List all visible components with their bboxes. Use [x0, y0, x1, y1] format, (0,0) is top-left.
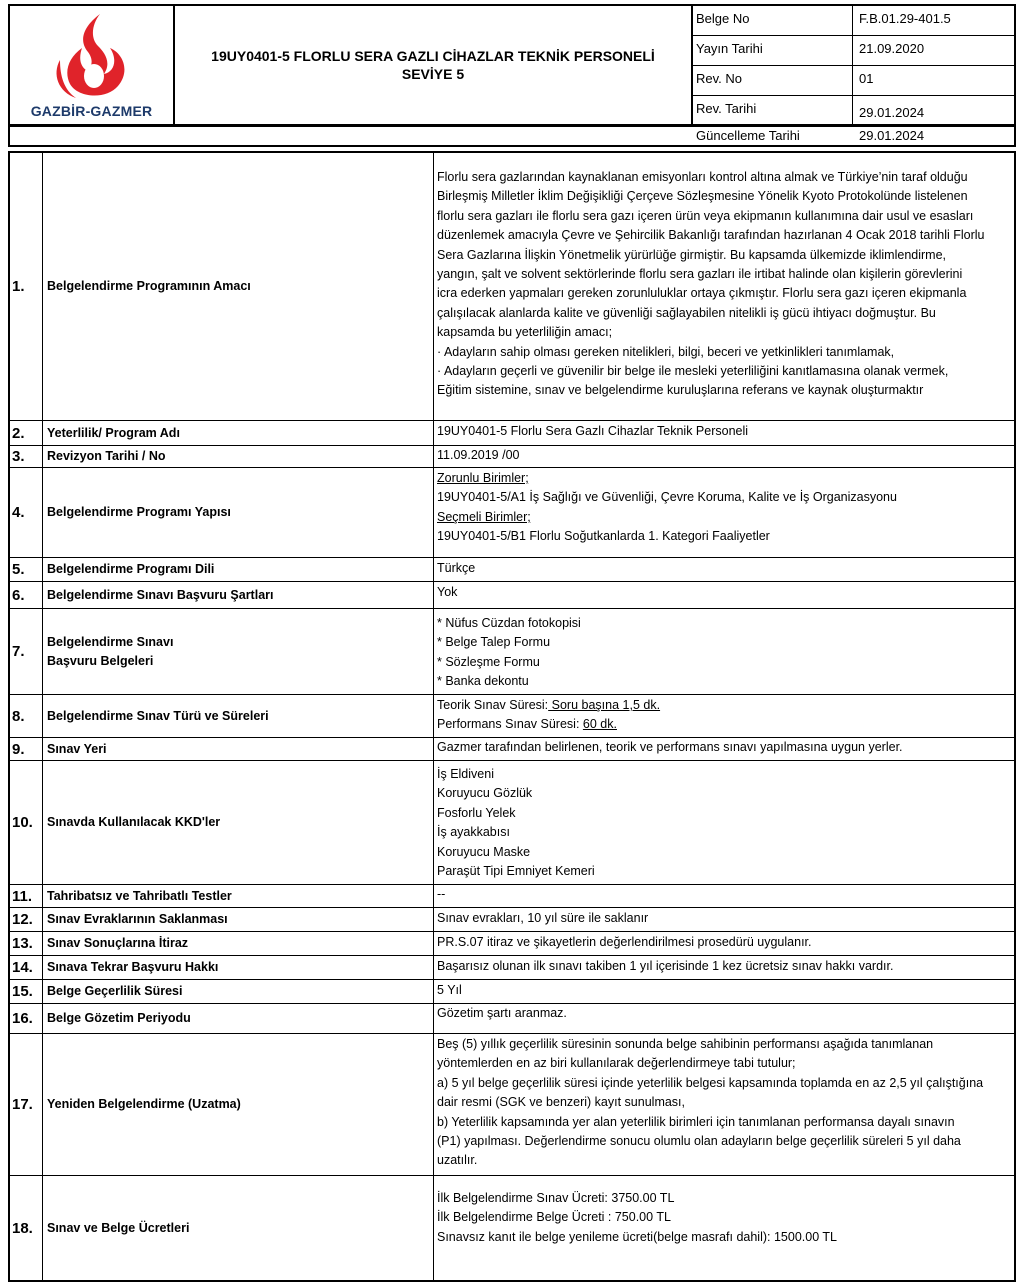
label-line: Belgelendirme Sınavı	[47, 634, 174, 649]
update-row	[693, 127, 1014, 145]
text-line: Gözetim şartı aranmaz.	[437, 1006, 567, 1020]
text-line: İş Eldiveni	[437, 767, 494, 781]
row-label: Sınavda Kullanılacak KKD'ler	[43, 761, 434, 884]
table-row	[10, 558, 1014, 582]
table-row	[10, 932, 1014, 956]
text-line: Fosforlu Yelek	[437, 805, 516, 820]
meta-value: F.B.01.29-401.5	[859, 11, 951, 26]
row-label: Belge Geçerlilik Süresi	[43, 980, 434, 1003]
text-line: icra ederken yapmaları gereken zorunluluklar ortaya çıkmıştır. Florlu sera gazı içeren ekipmanla	[437, 286, 967, 301]
table-row	[10, 1004, 1014, 1034]
program-table	[8, 151, 1016, 1282]
table-row	[10, 956, 1014, 980]
theory-duration	[437, 696, 1008, 715]
row-label: Belgelendirme Programının Amacı	[43, 153, 434, 420]
elective-units-heading: Seçmeli Birimler;	[437, 509, 531, 524]
row-number: 5.	[10, 558, 43, 581]
row-label: Belgelendirme Programı Yapısı	[43, 468, 434, 557]
row-value	[434, 153, 1014, 403]
text-line: Yok	[437, 585, 458, 599]
row-label: Sınav ve Belge Ücretleri	[43, 1176, 434, 1280]
row-label: Yeniden Belgelendirme (Uzatma)	[43, 1034, 434, 1175]
meta-value: 21.09.2020	[859, 41, 925, 56]
row-value	[434, 421, 1014, 443]
table-row	[10, 738, 1014, 761]
text-line: --	[437, 887, 446, 901]
row-value	[434, 468, 1014, 549]
title-line-1: 19UY0401-5 FLORLU SERA GAZLI CİHAZLAR TEKNİK PERSONELİ	[211, 48, 655, 64]
logo	[10, 6, 175, 124]
row-number: 17.	[10, 1034, 43, 1175]
row-value	[434, 761, 1014, 883]
row-label: Belgelendirme Sınavı Başvuru Şartları	[43, 582, 434, 608]
meta-value: 29.01.2024	[859, 105, 925, 120]
row-number: 9.	[10, 738, 43, 760]
logo-text: GAZBİR-GAZMER	[30, 103, 153, 119]
row-label: Sınava Tekrar Başvuru Hakkı	[43, 956, 434, 979]
text-part: Soru başına 1,5 dk.	[548, 698, 661, 712]
text-line: 5 Yıl	[437, 983, 462, 997]
text-line: Eğitim sistemine, sınav ve belgelendirme kuruluşlarına referans ve kaynak oluşturmaktır	[437, 383, 924, 398]
text-line: dair resmi (SGK ve benzeri) kayıt sunulması,	[437, 1095, 685, 1110]
text-line: · Adayların geçerli ve güvenilir bir belge ile mesleki yeterliliğini kanıtlamasına olanak vermek,	[437, 364, 949, 379]
row-value	[434, 932, 1014, 954]
table-row	[10, 980, 1014, 1004]
row-number: 1.	[10, 153, 43, 420]
table-row	[10, 421, 1014, 446]
text-line: 19UY0401-5/A1 İş Sağlığı ve Güvenliği, Çevre Koruma, Kalite ve İş Organizasyonu	[437, 490, 897, 505]
text-line: uzatılır.	[437, 1153, 478, 1168]
meta-key: Belge No	[696, 11, 750, 26]
table-row	[10, 761, 1014, 885]
meta-key: Yayın Tarihi	[696, 41, 763, 56]
mandatory-units-heading: Zorunlu Birimler;	[437, 471, 529, 485]
document-header	[8, 4, 1016, 147]
row-label: Sınav Sonuçlarına İtiraz	[43, 932, 434, 955]
table-row	[10, 582, 1014, 609]
text-line: yöntemlerden en az biri kullanılarak değerlendirmeye tabi tutulur;	[437, 1056, 796, 1071]
row-label: Belge Gözetim Periyodu	[43, 1004, 434, 1033]
row-number: 12.	[10, 908, 43, 931]
text-part: Performans Sınav Süresi:	[437, 717, 583, 732]
text-line: Koruyucu Gözlük	[437, 786, 533, 801]
performance-duration	[437, 715, 1008, 734]
text-line: Florlu sera gazlarından kaynaklanan emisyonları kontrol altına almak ve Türkiye’nin taraf olduğu	[437, 170, 968, 184]
text-line: İlk Belgelendirme Sınav Ücreti: 3750.00 TL	[437, 1191, 675, 1205]
text-line: Başarısız olunan ilk sınavı takiben 1 yıl içerisinde 1 kez ücretsiz sınav hakkı vardır.	[437, 959, 894, 973]
row-value	[434, 980, 1014, 1002]
text-line: yangın, şalt ve solvent sektörlerinde florlu sera gazları ile irtibat halinde olan kişilerin görevlerini	[437, 267, 963, 282]
row-label: Yeterlilik/ Program Adı	[43, 421, 434, 445]
text-line: Birleşmiş Milletler İklim Değişikliği Çerçeve Sözleşmesine Yönelik Kyoto Protokolünde listelenen	[437, 189, 968, 204]
row-value	[434, 1176, 1014, 1249]
text-line: Paraşüt Tipi Emniyet Kemeri	[437, 864, 595, 879]
text-line: a) 5 yıl belge geçerlilik süresi içinde yeterlilik belgesi kapsamında toplamda en az 2,5 yıl çalıştığına	[437, 1075, 984, 1090]
row-number: 2.	[10, 421, 43, 445]
table-row	[10, 446, 1014, 468]
table-row	[10, 153, 1014, 421]
update-key: Güncelleme Tarihi	[696, 128, 800, 143]
text-line: İş ayakkabısı	[437, 825, 510, 840]
meta-row-rev-no	[693, 66, 1014, 96]
meta-key: Rev. Tarihi	[696, 101, 757, 116]
row-label: Sınav Evraklarının Saklanması	[43, 908, 434, 931]
row-value	[434, 738, 1014, 759]
row-number: 13.	[10, 932, 43, 955]
row-number: 10.	[10, 761, 43, 884]
flame-logo-icon	[48, 12, 138, 100]
row-label: Tahribatsız ve Tahribatlı Testler	[43, 885, 434, 907]
row-number: 18.	[10, 1176, 43, 1280]
row-label: Belgelendirme Programı Dili	[43, 558, 434, 581]
row-value	[434, 695, 1014, 737]
row-label	[43, 609, 434, 694]
table-row	[10, 885, 1014, 908]
text-line: · Adayların sahip olması gereken nitelikleri, bilgi, beceri ve yetkinlikleri tanımlamak,	[437, 344, 895, 359]
row-value	[434, 558, 1014, 580]
text-line: * Sözleşme Formu	[437, 654, 540, 669]
row-number: 16.	[10, 1004, 43, 1033]
meta-key: Rev. No	[696, 71, 742, 86]
row-value	[434, 908, 1014, 930]
title-line-2: SEVİYE 5	[401, 66, 465, 82]
row-number: 6.	[10, 582, 43, 608]
row-number: 4.	[10, 468, 43, 557]
document-title	[175, 6, 693, 124]
label-line: Başvuru Belgeleri	[47, 653, 154, 668]
text-part: 60 dk.	[582, 717, 617, 732]
row-number: 8.	[10, 695, 43, 737]
text-line: kapsamda bu yeterliliğin amacı;	[437, 325, 613, 340]
text-line: * Belge Talep Formu	[437, 635, 551, 650]
text-line: Sınav evrakları, 10 yıl süre ile saklanır	[437, 911, 649, 925]
row-label: Revizyon Tarihi / No	[43, 446, 434, 467]
meta-row-belge-no	[693, 6, 1014, 36]
text-line: 11.09.2019 /00	[437, 448, 520, 462]
text-line: Türkçe	[437, 561, 476, 575]
meta-value: 01	[859, 71, 874, 86]
meta-row-rev-tarihi	[693, 96, 1014, 124]
row-value	[434, 1034, 1014, 1173]
text-line: çalışılacak alanlarda kalite ve güvenliği sağlayabilen nitelikli iş gücü ihtiyacı doğmuştur. Bu	[437, 305, 936, 320]
text-line: 19UY0401-5/B1 Florlu Soğutkanlarda 1. Kategori Faaliyetler	[437, 529, 770, 544]
update-value: 29.01.2024	[859, 128, 925, 143]
row-number: 15.	[10, 980, 43, 1003]
row-number: 14.	[10, 956, 43, 979]
text-line: Sera Gazlarına İlişkin Yönetmelik yürürlüğe girmiştir. Bu kapsamda ülkemizde iklimlendirme,	[437, 247, 946, 262]
text-line: düzenlemek amacıyla Çevre ve Şehircilik Bakanlığı tarafından hazırlanan 4 Ocak 2018 tarihli Florlu	[437, 228, 985, 243]
row-value	[434, 1004, 1014, 1025]
text-line: Gazmer tarafından belirlenen, teorik ve performans sınavı yapılmasına uygun yerler.	[437, 740, 903, 754]
table-row	[10, 1176, 1014, 1280]
row-value	[434, 582, 1014, 604]
row-number: 3.	[10, 446, 43, 467]
table-row	[10, 695, 1014, 738]
table-row	[10, 468, 1014, 558]
row-number: 7.	[10, 609, 43, 694]
text-part: Teorik Sınav Süresi:	[437, 698, 549, 712]
row-label: Belgelendirme Sınav Türü ve Süreleri	[43, 695, 434, 737]
row-value	[434, 885, 1014, 906]
text-line: Koruyucu Maske	[437, 844, 531, 859]
text-line: b) Yeterlilik kapsamında yer alan yeterlilik birimleri için tanımlanan performansa dayalı sınavın	[437, 1114, 955, 1129]
row-value	[434, 446, 1014, 467]
row-label: Sınav Yeri	[43, 738, 434, 760]
text-line: PR.S.07 itiraz ve şikayetlerin değerlendirilmesi prosedürü uygulanır.	[437, 935, 812, 949]
text-line: İlk Belgelendirme Belge Ücreti : 750.00 TL	[437, 1210, 671, 1225]
text-line: Beş (5) yıllık geçerlilik süresinin sonunda belge sahibinin performansı aşağıda tanımlanan	[437, 1037, 934, 1051]
row-value	[434, 609, 1014, 694]
row-number: 11.	[10, 885, 43, 907]
table-row	[10, 609, 1014, 695]
document-sheet	[8, 4, 1016, 1244]
meta-row-yayin-tarihi	[693, 36, 1014, 66]
text-line: * Banka dekontu	[437, 674, 529, 689]
text-line: (P1) yapılması. Değerlendirme sonucu olumlu olan adayların belge geçerlilik süreleri 5 yıl daha	[437, 1134, 961, 1149]
text-line: florlu sera gazları ile florlu sera gazı içeren ürün veya ekipmanın kullanımına dair usul ve esasları	[437, 208, 974, 223]
text-line: Sınavsız kanıt ile belge yenileme ücreti(belge masrafı dahil): 1500.00 TL	[437, 1229, 837, 1244]
text-line: 19UY0401-5 Florlu Sera Gazlı Cihazlar Teknik Personeli	[437, 424, 749, 438]
text-line: * Nüfus Cüzdan fotokopisi	[437, 616, 581, 630]
table-row	[10, 1034, 1014, 1176]
table-row	[10, 908, 1014, 932]
row-value	[434, 956, 1014, 978]
